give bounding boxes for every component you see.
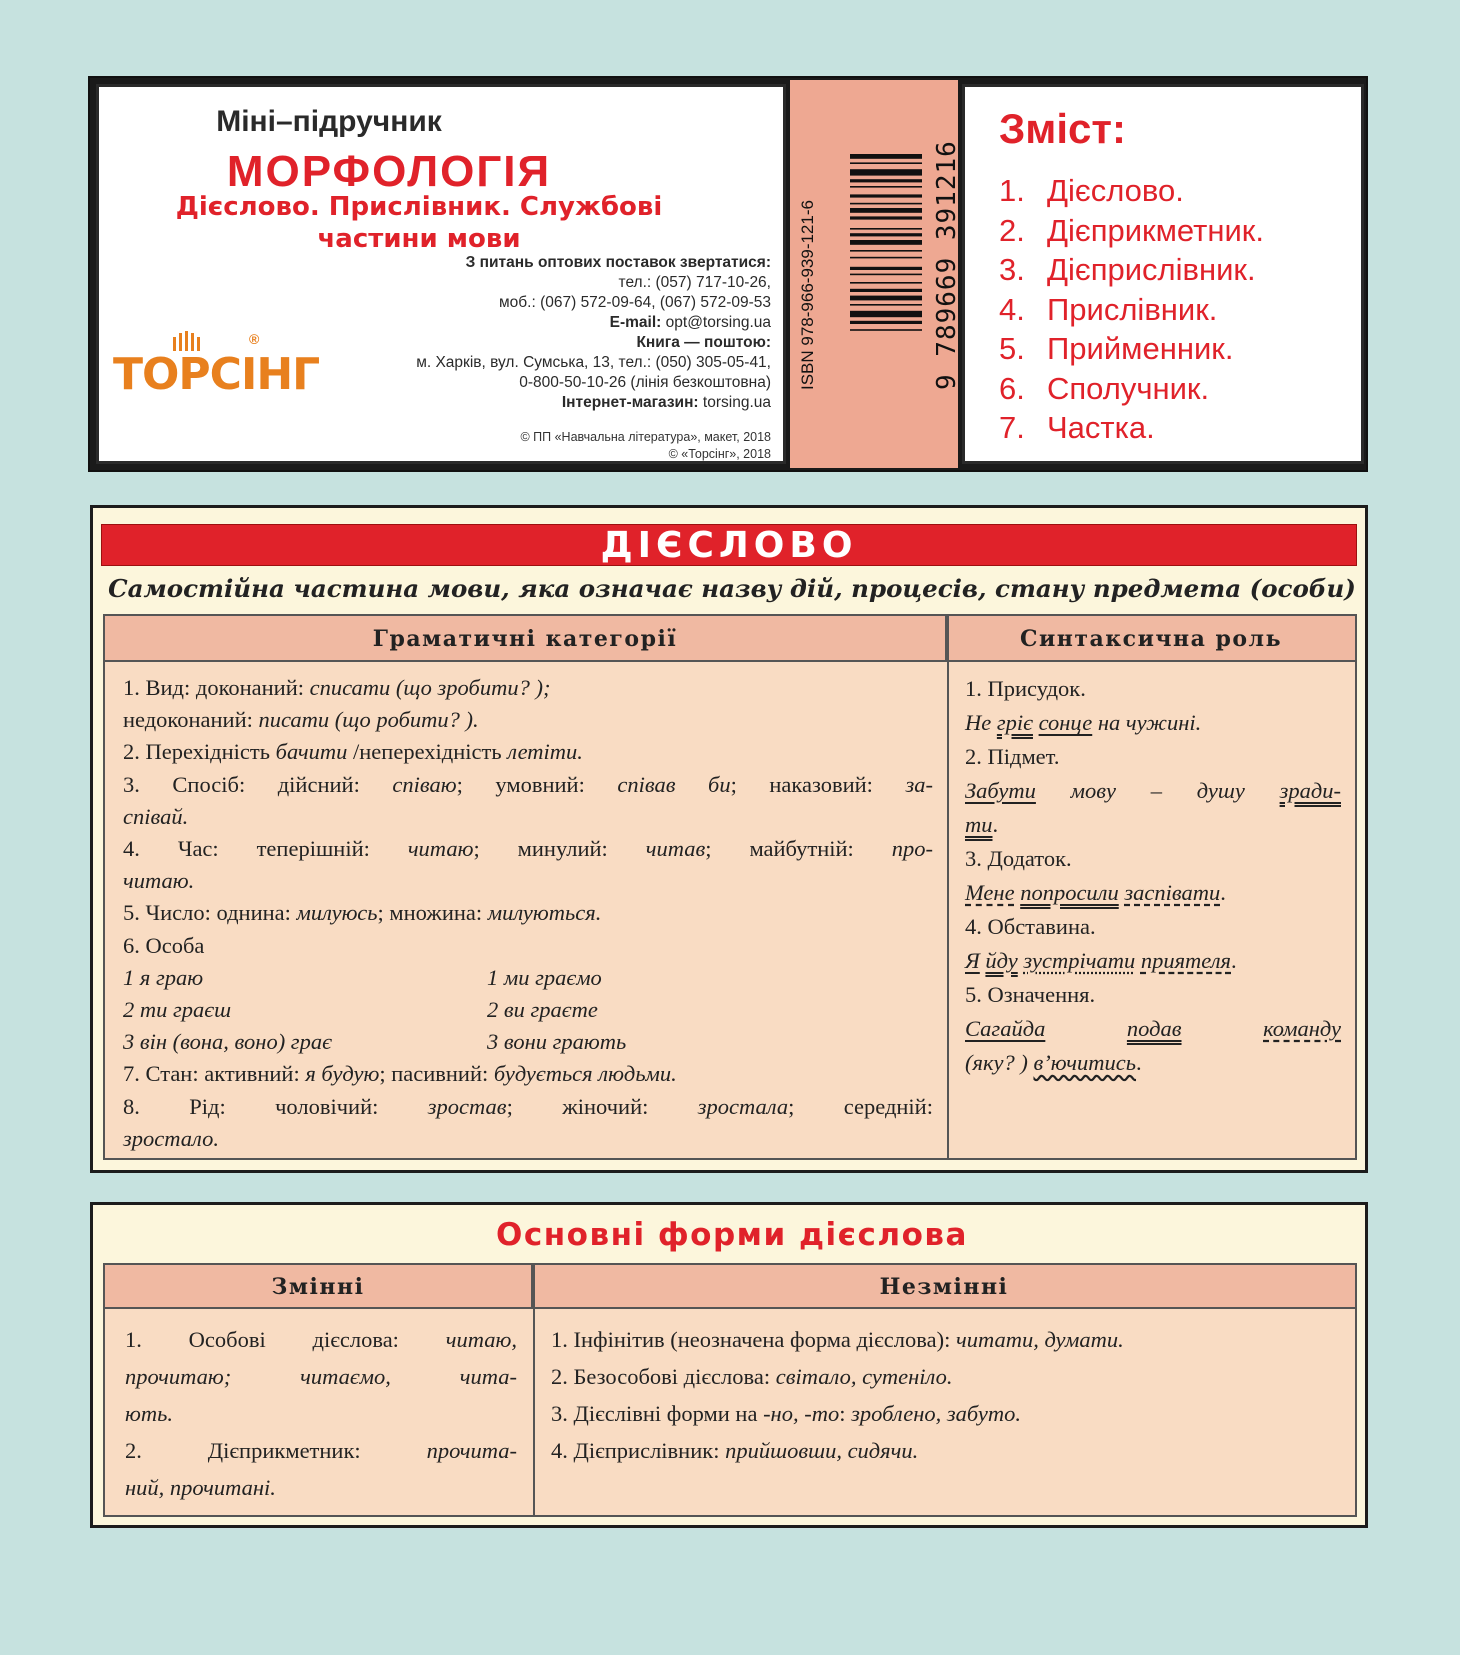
person-row — [123, 994, 933, 1026]
form-line — [125, 1432, 517, 1469]
cat-line — [123, 1091, 933, 1123]
verb-header — [101, 524, 1357, 566]
col-header-categories: Граматичні категорії — [105, 616, 947, 662]
email-link[interactable]: opt@torsing.ua — [665, 314, 771, 331]
example: 3 вони грають — [487, 1029, 627, 1055]
toc-num: 5. — [999, 331, 1025, 366]
text: 4. Час: теперішній: — [123, 836, 408, 862]
role-example — [965, 774, 1341, 808]
text: 2. Безособові дієслова: — [551, 1364, 776, 1389]
role-title: 3. Додаток. — [965, 846, 1072, 871]
invariable-forms — [551, 1321, 1341, 1469]
example: прочитаю; читаємо, чита- — [125, 1364, 517, 1389]
toc-label: Частка. — [1047, 410, 1155, 445]
text: ; умовний: — [456, 771, 618, 797]
toc-num: 7. — [999, 410, 1025, 445]
example: зустрічати — [1023, 948, 1136, 973]
example: зроблено, забуто. — [851, 1401, 1022, 1426]
text: 1. Інфінітив (неозначена форма дієслова): — [551, 1327, 956, 1352]
example: попросили — [1020, 880, 1119, 905]
copyright-2: © «Торсінг», 2018 — [668, 447, 771, 461]
barcode-bar — [850, 329, 922, 331]
example: ний, прочитані. — [125, 1475, 276, 1500]
syntactic-roles — [965, 672, 1341, 1080]
example: Я — [965, 948, 980, 973]
barcode-bar — [850, 208, 922, 213]
forms-table — [103, 1263, 1357, 1517]
verb-definition: Самостійна частина мови, яка означає назву дій, процесів, стану предмета (особи) — [108, 574, 1356, 603]
free-line: 0-800-50-10-26 (лінія безкоштовна) — [519, 374, 771, 391]
example: зради- — [1279, 778, 1341, 803]
text: 3. Спосіб: дійсний: — [123, 771, 393, 797]
example: читаю, — [445, 1327, 517, 1352]
text: 3. Дієслівні форми на — [551, 1401, 764, 1426]
verb-title: ДІЄСЛОВО — [600, 525, 858, 566]
toc-item[interactable] — [999, 250, 1264, 290]
barcode-bar — [850, 257, 922, 259]
example: світало, сутеніло. — [775, 1364, 953, 1389]
form-line — [125, 1469, 517, 1506]
shop-link[interactable]: torsing.ua — [702, 394, 771, 411]
barcode-bar — [850, 289, 922, 292]
barcode-bar — [850, 274, 922, 276]
variable-forms — [125, 1321, 517, 1506]
example: 1 ми граємо — [487, 964, 602, 990]
example: 2 ви граєте — [487, 997, 598, 1023]
example: милуються. — [487, 900, 602, 926]
text: 7. Стан: активний: — [123, 1061, 306, 1087]
example: 1 я граю — [123, 964, 204, 990]
text: ; майбутній: — [705, 836, 892, 862]
toc-item[interactable] — [999, 171, 1264, 211]
text: ; множина: — [377, 900, 488, 926]
toc-num: 2. — [999, 212, 1025, 248]
grammatical-categories — [123, 672, 933, 1155]
example: заспівати — [1124, 880, 1221, 905]
example: ють. — [125, 1401, 173, 1426]
example: Не — [965, 710, 997, 735]
example: про- — [891, 836, 934, 862]
email-line — [211, 313, 771, 333]
example: списати (що зробити? ); — [309, 675, 551, 700]
copyright — [520, 429, 771, 463]
example: йду — [985, 948, 1018, 973]
spine — [790, 80, 962, 468]
example: зростала — [697, 1093, 789, 1119]
cat-line — [123, 801, 933, 833]
cat-line — [123, 1058, 933, 1090]
example: співаю — [392, 771, 457, 797]
verb-table — [103, 614, 1357, 1160]
text: 2. Дієприкметник: — [125, 1438, 427, 1463]
cat-line — [123, 897, 933, 929]
example: зростав — [427, 1093, 507, 1119]
toc-title: Зміст: — [999, 105, 1126, 152]
toc-label: Прийменник. — [1047, 331, 1234, 366]
example: Мене — [965, 880, 1015, 905]
example: приятеля — [1140, 948, 1231, 973]
col-header-syntax: Синтаксична роль — [947, 616, 1355, 662]
role-example — [965, 706, 1341, 740]
example: зростало. — [123, 1125, 219, 1151]
toc-label: Дієприкметник. — [1047, 212, 1264, 248]
barcode-bar — [850, 179, 922, 182]
cat-line — [123, 1123, 933, 1155]
example: співай. — [123, 803, 189, 829]
text: 4. Дієприслівник: — [551, 1438, 726, 1463]
contact-heading: З питань оптових поставок звертатися: — [465, 254, 771, 271]
toc-num: 6. — [999, 370, 1025, 406]
logo-registered: ® — [249, 331, 260, 347]
example: прийшовши, сидячи. — [725, 1438, 919, 1463]
example: Сагайда — [965, 1016, 1046, 1041]
text: : — [839, 1401, 852, 1426]
barcode-bar — [850, 203, 922, 205]
toc-item[interactable] — [999, 408, 1264, 448]
form-line — [125, 1321, 517, 1358]
form-line — [125, 1358, 517, 1395]
role-example: Я йду зустрічати приятеля. — [965, 948, 1237, 973]
toc-num: 1. — [999, 173, 1025, 208]
form-line — [551, 1358, 1341, 1395]
barcode-bar — [850, 169, 922, 175]
barcode-bar — [850, 321, 922, 324]
example: ти — [965, 812, 993, 837]
barcode-bar — [850, 311, 922, 317]
toc-label: Дієслово. — [1047, 173, 1184, 208]
text: недоконаний: — [123, 707, 259, 733]
toc-num: 4. — [999, 291, 1025, 327]
toc-item[interactable] — [999, 290, 1264, 330]
table-of-contents — [962, 84, 1364, 464]
col-header-variable: Змінні — [105, 1265, 533, 1309]
example: я будую — [305, 1061, 380, 1087]
role-title: 1. Присудок. — [965, 676, 1086, 701]
text: ; пасивний: — [379, 1061, 494, 1087]
example: 2 ти граєш — [123, 997, 232, 1023]
example: команду — [1263, 1016, 1341, 1041]
barcode-bar — [850, 186, 922, 188]
barcode-bar — [850, 162, 922, 164]
barcode-bar — [850, 216, 922, 219]
toc-label: Прислівник. — [1047, 291, 1218, 327]
example: гріє — [996, 710, 1033, 735]
example: подав — [1126, 1016, 1182, 1041]
text: ; минулий: — [473, 836, 646, 862]
toc-label: Сполучник. — [1047, 370, 1210, 406]
barcode-bar — [850, 228, 922, 230]
role-example: ти. — [965, 812, 999, 837]
text: 8. Рід: чоловічий: — [123, 1093, 428, 1119]
example: читати, думати. — [955, 1327, 1124, 1352]
form-line — [125, 1395, 517, 1432]
subtitle-line-1: Дієслово. Прислівник. Службові — [175, 192, 663, 222]
column-divider — [947, 616, 949, 1158]
barcode-bar — [850, 194, 922, 197]
forms-title: Основні форми дієслова — [496, 1217, 968, 1253]
cat-line — [123, 736, 933, 768]
mini-title: Міні–підручник — [216, 105, 442, 138]
email-label: E-mail: — [609, 314, 662, 331]
example: читаю — [407, 836, 474, 862]
toc-item[interactable] — [999, 329, 1264, 369]
barcode-bar — [850, 233, 922, 236]
example: будується людьми. — [493, 1061, 677, 1087]
form-line — [551, 1432, 1341, 1469]
cat-line — [123, 704, 933, 736]
text: 2. Перехідність — [123, 739, 276, 765]
person-row — [123, 962, 933, 994]
toc-num: 3. — [999, 252, 1025, 287]
barcode-bar — [850, 250, 922, 252]
verb-section — [90, 505, 1368, 1173]
cat-line — [123, 833, 933, 865]
toc-list — [999, 171, 1264, 448]
role-title: 5. Означення. — [965, 982, 1096, 1007]
example: за- — [905, 771, 933, 797]
example: Забути — [965, 778, 1036, 803]
cat-line — [123, 769, 933, 801]
form-line — [551, 1395, 1341, 1432]
text: /неперехідність — [347, 739, 508, 765]
example: писати (що робити? ). — [258, 707, 479, 733]
role-title: 2. Підмет. — [965, 744, 1060, 769]
example: співав би — [617, 771, 731, 797]
cat-line: 6. Особа — [123, 932, 205, 958]
person-row — [123, 1026, 933, 1058]
verb-forms-section — [90, 1202, 1368, 1528]
isbn: ISBN 978-966-939-121-6 — [798, 200, 817, 390]
text: ; наказовий: — [730, 771, 906, 797]
form-line — [551, 1321, 1341, 1358]
column-divider — [533, 1265, 535, 1515]
text: 1. Особові дієслова: — [125, 1327, 446, 1352]
main-title: МОРФОЛОГІЯ — [226, 147, 552, 196]
example: (яку? ) — [965, 1050, 1034, 1075]
subtitle — [119, 191, 719, 255]
role-example — [965, 1012, 1341, 1046]
text: ; середній: — [788, 1093, 933, 1119]
barcode-icon — [810, 150, 940, 390]
example: сонце — [1038, 710, 1093, 735]
text: ; жіночий: — [506, 1093, 698, 1119]
logo-text: ТОРСІНГ — [113, 349, 320, 400]
cover-front — [96, 84, 786, 464]
example: прочита- — [426, 1438, 517, 1463]
example: на чужині. — [1092, 710, 1202, 735]
shop-label: Інтернет-магазин: — [561, 394, 699, 411]
toc-item[interactable] — [999, 369, 1264, 409]
col-header-invariable: Незмінні — [533, 1265, 1355, 1309]
cat-line — [123, 672, 933, 704]
toc-item[interactable] — [999, 211, 1264, 251]
role-example: Мене попросили заспівати. — [965, 880, 1226, 905]
example: читав — [645, 836, 706, 862]
barcode-bar — [850, 282, 922, 284]
ean-digits: 9 789669 391216 — [932, 140, 962, 390]
example: мову – душу — [1035, 778, 1280, 803]
barcode-bar — [850, 304, 922, 306]
mobile: моб.: (067) 572-09-64, (067) 572-09-53 — [499, 294, 771, 311]
cover-strip — [88, 76, 1368, 472]
example: -но, -то — [763, 1401, 840, 1426]
text: 5. Число: однина: — [123, 900, 297, 926]
barcode-bar — [850, 240, 922, 245]
cat-line — [123, 865, 933, 897]
example: читаю. — [123, 868, 195, 894]
subtitle-line-2: частини мови — [317, 224, 521, 254]
barcode-bar — [850, 267, 922, 270]
barcode — [810, 150, 940, 390]
example: 3 він (вона, воно) грає — [123, 1029, 332, 1055]
address: м. Харків, вул. Сумська, 13, тел.: (050) 305-05-41, — [416, 354, 771, 371]
example: бачити — [275, 739, 348, 765]
example: в’ючитись — [1033, 1050, 1137, 1075]
text: 1. Вид: доконаний: — [123, 675, 310, 700]
toc-label: Дієприслівник. — [1047, 252, 1256, 287]
copyright-1: © ПП «Навчальна література», макет, 2018 — [520, 430, 771, 444]
mail-label: Книга — поштою: — [636, 334, 771, 351]
example: милуюсь — [296, 900, 378, 926]
barcode-bar — [850, 154, 922, 159]
role-title: 4. Обставина. — [965, 914, 1096, 939]
example: летіти. — [507, 739, 583, 765]
phone: тел.: (057) 717-10-26, — [618, 274, 771, 291]
barcode-bar — [850, 296, 922, 301]
role-example: (яку? ) в’ючитись. — [965, 1050, 1142, 1075]
